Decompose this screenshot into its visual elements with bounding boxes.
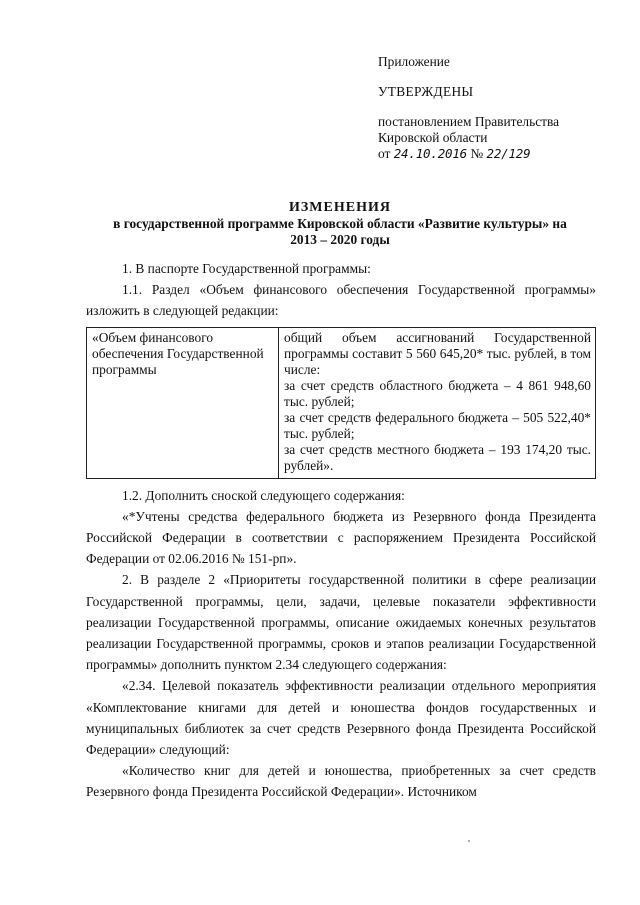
paragraph-2-34: «2.34. Целевой показатель эффективности реализации отдельного мероприятия «Комплектование книгами для детей и юношества фондов государственных и муниципальных библиотек за счет средств Резервного фонда Президента Российской Федерации» следующий:	[86, 678, 596, 758]
paragraph-1: 1. В паспорте Государственной программы:	[122, 261, 371, 276]
financing-table-row	[87, 327, 596, 478]
region-line: Кировской области	[378, 130, 488, 145]
paragraph-2: 2. В разделе 2 «Приоритеты государственной политики в сфере реализации Государственной программы, цели, задачи, целевые показатели эффективности реализации Государственной программы, описание ожидаемых конечных результатов реализации Государственной программы, сроков и этапов реализации Государственной программы» дополнить пунктом 2.34 следующего содержания:	[86, 572, 596, 673]
handwritten-number: 22/129	[486, 146, 531, 161]
paragraph-1-2: 1.2. Дополнить сноской следующего содержания:	[122, 487, 405, 503]
paragraph-1-1: 1.1. Раздел «Объем финансового обеспечения Государственной программы» изложить в следующей редакции:	[86, 282, 596, 319]
financing-federal: за счет средств федерального бюджета – 505 522,40* тыс. рублей;	[284, 409, 591, 441]
appendix-label: Приложение	[378, 54, 450, 69]
financing-regional: за счет средств областного бюджета – 4 861 948,60 тыс. рублей;	[284, 377, 591, 409]
number-sign: №	[470, 146, 484, 161]
financing-table-left-cell: «Объем финансового обеспечения Государственной программы	[87, 327, 279, 478]
approval-block	[378, 54, 618, 162]
financing-total: общий объем ассигнований Государственной программы составит 5 560 645,20* тыс. рублей, в том числе:	[284, 329, 591, 377]
handwritten-date: 24.10.2016	[393, 146, 467, 161]
resolution-line: постановлением Правительства	[378, 114, 560, 129]
title-sub-2: 2013 – 2020 годы	[290, 232, 390, 247]
approved-label: УТВЕРЖДЕНЫ	[378, 84, 474, 99]
financing-table	[86, 327, 596, 479]
financing-local: за счет средств местного бюджета – 193 174,20 тыс. рублей».	[284, 441, 591, 473]
footnote-paragraph: «*Учтены средства федерального бюджета из Резервного фонда Президента Российской Федерации в соответствии с распоряжением Президента Российской Федерации от 02.06.2016 № 151-рп».	[86, 508, 596, 567]
financing-table-right-cell	[279, 327, 596, 478]
date-number-line	[378, 146, 618, 162]
date-prefix: от	[378, 146, 391, 161]
scan-speck	[468, 840, 470, 842]
title-sub-1: в государственной программе Кировской области «Развитие культуры» на	[113, 216, 567, 231]
document-title	[60, 200, 620, 248]
document-body	[86, 258, 596, 803]
paragraph-indicator: «Количество книг для детей и юношества, приобретенных за счет средств Резервного фонда Президента Российской Федерации». Источником	[86, 763, 596, 800]
title-main: ИЗМЕНЕНИЯ	[289, 200, 391, 215]
